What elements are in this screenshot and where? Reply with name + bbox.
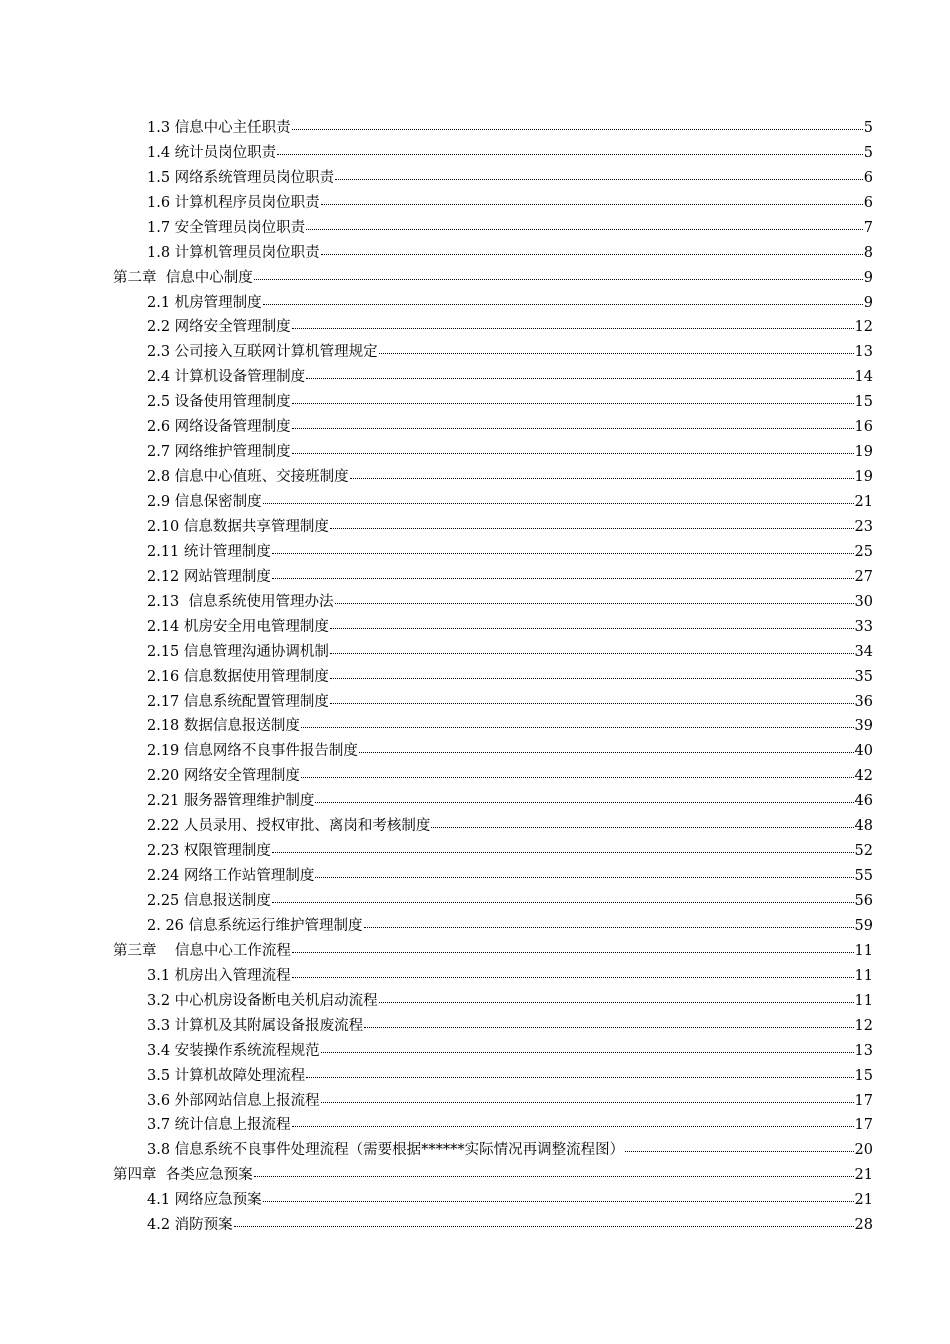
toc-entry-row xyxy=(147,193,873,212)
toc-entry-title: 2.17 信息系统配置管理制度 xyxy=(147,693,329,710)
table-of-contents xyxy=(0,112,950,1234)
toc-section-entry[interactable] xyxy=(0,1110,950,1135)
dot-leader xyxy=(330,667,854,681)
toc-page-number: 14 xyxy=(854,369,873,386)
dot-leader xyxy=(292,442,854,456)
toc-section-entry[interactable] xyxy=(0,686,950,711)
toc-entry-row xyxy=(147,866,873,885)
toc-section-entry[interactable] xyxy=(0,436,950,461)
toc-section-entry[interactable] xyxy=(0,985,950,1010)
toc-entry-row xyxy=(147,617,873,636)
toc-entry-row xyxy=(147,118,873,137)
toc-entry-row xyxy=(147,417,873,436)
toc-page-number: 13 xyxy=(854,344,873,361)
toc-page-number: 8 xyxy=(863,244,873,261)
toc-section-entry[interactable] xyxy=(0,112,950,137)
toc-entry-title: 1.3 信息中心主任职责 xyxy=(147,119,291,136)
dot-leader xyxy=(263,293,863,307)
toc-entry-row xyxy=(147,218,873,237)
toc-entry-title: 1.6 计算机程序员岗位职责 xyxy=(147,194,320,211)
toc-page-number: 15 xyxy=(854,1067,873,1084)
dot-leader xyxy=(277,143,863,157)
toc-entry-title: 第四章 各类应急预案 xyxy=(113,1167,253,1184)
toc-page-number: 40 xyxy=(854,743,873,760)
toc-entry-row xyxy=(147,1091,873,1110)
dot-leader xyxy=(292,941,854,955)
dot-leader xyxy=(306,218,863,232)
dot-leader xyxy=(321,193,863,207)
toc-entry-row xyxy=(147,342,873,361)
toc-entry-title: 2. 26 信息系统运行维护管理制度 xyxy=(147,917,363,934)
toc-section-entry[interactable] xyxy=(0,561,950,586)
toc-entry-row xyxy=(147,1041,873,1060)
toc-entry-title: 2.11 统计管理制度 xyxy=(147,543,271,560)
toc-entry-title: 2.10 信息数据共享管理制度 xyxy=(147,518,329,535)
toc-page-number: 48 xyxy=(854,818,873,835)
toc-section-entry[interactable] xyxy=(0,411,950,436)
toc-page-number: 11 xyxy=(854,967,873,984)
toc-entry-row xyxy=(147,1140,873,1159)
toc-section-entry[interactable] xyxy=(0,137,950,162)
toc-section-entry[interactable] xyxy=(0,810,950,835)
toc-page-number: 34 xyxy=(854,643,873,660)
toc-entry-title: 3.4 安装操作系统流程规范 xyxy=(147,1042,320,1059)
toc-page-number: 7 xyxy=(863,219,873,236)
toc-section-entry[interactable] xyxy=(0,312,950,337)
toc-section-entry[interactable] xyxy=(0,885,950,910)
toc-entry-row xyxy=(147,243,873,262)
toc-page-number: 28 xyxy=(854,1217,873,1234)
dot-leader xyxy=(272,891,854,905)
toc-entry-row xyxy=(147,542,873,561)
dot-leader xyxy=(379,342,854,356)
toc-entry-title: 1.8 计算机管理员岗位职责 xyxy=(147,244,320,261)
toc-page-number: 16 xyxy=(854,419,873,436)
toc-page-number: 19 xyxy=(854,469,873,486)
dot-leader xyxy=(234,1215,854,1229)
toc-entry-title: 1.4 统计员岗位职责 xyxy=(147,144,277,161)
toc-page-number: 9 xyxy=(863,294,873,311)
toc-entry-row xyxy=(147,891,873,910)
toc-page-number: 52 xyxy=(854,843,873,860)
toc-entry-title: 2.23 权限管理制度 xyxy=(147,843,271,860)
toc-page-number: 5 xyxy=(863,119,873,136)
toc-chapter-entry[interactable] xyxy=(0,1159,950,1184)
toc-page-number: 21 xyxy=(854,1167,873,1184)
toc-entry-title: 2.13 信息系统使用管理办法 xyxy=(147,593,334,610)
dot-leader xyxy=(379,991,854,1005)
toc-entry-row xyxy=(147,1016,873,1035)
toc-entry-title: 2.5 设备使用管理制度 xyxy=(147,394,291,411)
dot-leader xyxy=(272,567,854,581)
dot-leader xyxy=(292,417,854,431)
toc-section-entry[interactable] xyxy=(0,1085,950,1110)
toc-entry-row xyxy=(147,692,873,711)
dot-leader xyxy=(330,642,854,656)
toc-entry-title: 2.4 计算机设备管理制度 xyxy=(147,369,306,386)
dot-leader xyxy=(272,841,854,855)
toc-entry-row xyxy=(147,741,873,760)
toc-page-number: 12 xyxy=(854,319,873,336)
dot-leader xyxy=(315,866,853,880)
toc-section-entry[interactable] xyxy=(0,187,950,212)
toc-entry-title: 1.5 网络系统管理员岗位职责 xyxy=(147,169,335,186)
toc-section-entry[interactable] xyxy=(0,237,950,262)
toc-section-entry[interactable] xyxy=(0,461,950,486)
toc-section-entry[interactable] xyxy=(0,1184,950,1209)
dot-leader xyxy=(301,716,854,730)
toc-section-entry[interactable] xyxy=(0,536,950,561)
toc-entry-title: 3.6 外部网站信息上报流程 xyxy=(147,1092,320,1109)
toc-section-entry[interactable] xyxy=(0,711,950,736)
toc-page-number: 13 xyxy=(854,1042,873,1059)
toc-section-entry[interactable] xyxy=(0,1209,950,1234)
toc-section-entry[interactable] xyxy=(0,611,950,636)
dot-leader xyxy=(263,492,854,506)
toc-page-number: 6 xyxy=(863,169,873,186)
toc-page-number: 11 xyxy=(854,992,873,1009)
dot-leader xyxy=(292,966,854,980)
toc-entry-row xyxy=(147,392,873,411)
toc-section-entry[interactable] xyxy=(0,910,950,935)
toc-page-number: 12 xyxy=(854,1017,873,1034)
toc-page-number: 55 xyxy=(854,868,873,885)
toc-page-number: 25 xyxy=(854,543,873,560)
toc-entry-row xyxy=(147,642,873,661)
toc-page-number: 30 xyxy=(854,593,873,610)
toc-section-entry[interactable] xyxy=(0,1060,950,1085)
toc-section-entry[interactable] xyxy=(0,1035,950,1060)
toc-section-entry[interactable] xyxy=(0,636,950,661)
toc-entry-title: 第二章 信息中心制度 xyxy=(113,269,253,286)
dot-leader xyxy=(292,317,854,331)
toc-page-number: 5 xyxy=(863,144,873,161)
toc-entry-title: 3.3 计算机及其附属设备报废流程 xyxy=(147,1017,364,1034)
dot-leader xyxy=(292,392,854,406)
dot-leader xyxy=(364,1016,853,1030)
toc-entry-title: 2.21 服务器管理维护制度 xyxy=(147,793,315,810)
toc-section-entry[interactable] xyxy=(0,735,950,760)
dot-leader xyxy=(335,168,863,182)
toc-page-number: 19 xyxy=(854,444,873,461)
toc-section-entry[interactable] xyxy=(0,486,950,511)
toc-entry-row xyxy=(147,168,873,187)
dot-leader xyxy=(272,542,854,556)
toc-entry-row xyxy=(147,592,873,611)
toc-page-number: 17 xyxy=(854,1117,873,1134)
toc-section-entry[interactable] xyxy=(0,1010,950,1035)
toc-entry-title: 2.7 网络维护管理制度 xyxy=(147,444,291,461)
toc-section-entry[interactable] xyxy=(0,511,950,536)
toc-entry-row xyxy=(147,1066,873,1085)
toc-entry-row xyxy=(147,317,873,336)
toc-entry-title: 4.1 网络应急预案 xyxy=(147,1192,262,1209)
toc-entry-title: 3.8 信息系统不良事件处理流程（需要根据******实际情况再调整流程图） xyxy=(147,1142,625,1159)
toc-entry-row xyxy=(147,716,873,735)
toc-section-entry[interactable] xyxy=(0,162,950,187)
toc-entry-title: 2.22 人员录用、授权审批、离岗和考核制度 xyxy=(147,818,431,835)
toc-section-entry[interactable] xyxy=(0,287,950,312)
toc-page-number: 11 xyxy=(854,942,873,959)
toc-entry-row xyxy=(147,1190,873,1209)
dot-leader xyxy=(321,1041,854,1055)
toc-entry-row xyxy=(147,517,873,536)
toc-entry-row xyxy=(147,367,873,386)
toc-page-number: 9 xyxy=(863,269,873,286)
toc-entry-title: 2.20 网络安全管理制度 xyxy=(147,768,300,785)
toc-section-entry[interactable] xyxy=(0,860,950,885)
toc-page-number: 46 xyxy=(854,793,873,810)
dot-leader xyxy=(321,243,863,257)
toc-entry-title: 2.9 信息保密制度 xyxy=(147,494,262,510)
dot-leader xyxy=(350,467,854,481)
toc-entry-row xyxy=(113,268,873,287)
toc-entry-row xyxy=(147,143,873,162)
toc-entry-title: 2.6 网络设备管理制度 xyxy=(147,419,291,436)
toc-entry-row xyxy=(147,1215,873,1234)
toc-page-number: 17 xyxy=(854,1092,873,1109)
toc-entry-row xyxy=(113,941,873,960)
toc-entry-title: 2.8 信息中心值班、交接班制度 xyxy=(147,469,349,486)
dot-leader xyxy=(306,1066,853,1080)
toc-page-number: 15 xyxy=(854,394,873,411)
toc-entry-title: 3.1 机房出入管理流程 xyxy=(147,967,291,984)
toc-entry-row xyxy=(147,293,873,312)
dot-leader xyxy=(330,517,854,531)
toc-entry-title: 2.16 信息数据使用管理制度 xyxy=(147,668,329,685)
toc-entry-row xyxy=(147,966,873,985)
toc-entry-title: 2.18 数据信息报送制度 xyxy=(147,718,300,735)
toc-section-entry[interactable] xyxy=(0,1134,950,1159)
toc-section-entry[interactable] xyxy=(0,960,950,985)
toc-page-number: 20 xyxy=(854,1142,873,1159)
dot-leader xyxy=(364,916,854,930)
toc-section-entry[interactable] xyxy=(0,760,950,785)
dot-leader xyxy=(292,1115,854,1129)
toc-page-number: 27 xyxy=(854,568,873,585)
toc-page-number: 59 xyxy=(854,917,873,934)
toc-entry-row xyxy=(147,492,873,511)
toc-page-number: 36 xyxy=(854,693,873,710)
dot-leader xyxy=(263,1190,854,1204)
toc-chapter-entry[interactable] xyxy=(0,262,950,287)
toc-section-entry[interactable] xyxy=(0,785,950,810)
toc-section-entry[interactable] xyxy=(0,361,950,386)
toc-entry-row xyxy=(147,667,873,686)
toc-section-entry[interactable] xyxy=(0,336,950,361)
toc-page-number: 21 xyxy=(854,494,873,510)
dot-leader xyxy=(431,816,853,830)
toc-section-entry[interactable] xyxy=(0,386,950,411)
dot-leader xyxy=(330,617,854,631)
toc-entry-title: 3.2 中心机房设备断电关机启动流程 xyxy=(147,992,378,1009)
toc-entry-title: 3.7 统计信息上报流程 xyxy=(147,1117,291,1134)
dot-leader xyxy=(321,1091,854,1105)
toc-entry-row xyxy=(147,816,873,835)
dot-leader xyxy=(625,1140,853,1154)
toc-page-number: 39 xyxy=(854,718,873,735)
toc-page-number: 6 xyxy=(863,194,873,211)
toc-entry-row xyxy=(147,1115,873,1134)
toc-entry-title: 2.19 信息网络不良事件报告制度 xyxy=(147,743,358,760)
toc-entry-row xyxy=(147,991,873,1010)
toc-entry-title: 4.2 消防预案 xyxy=(147,1217,233,1234)
toc-entry-title: 1.7 安全管理员岗位职责 xyxy=(147,219,306,236)
toc-section-entry[interactable] xyxy=(0,661,950,686)
toc-entry-title: 2.25 信息报送制度 xyxy=(147,893,271,909)
dot-leader xyxy=(254,268,863,282)
dot-leader xyxy=(306,367,853,381)
dot-leader xyxy=(359,741,854,755)
toc-entry-row xyxy=(147,791,873,810)
toc-section-entry[interactable] xyxy=(0,835,950,860)
dot-leader xyxy=(315,791,853,805)
toc-entry-row xyxy=(147,442,873,461)
dot-leader xyxy=(330,692,854,706)
dot-leader xyxy=(292,118,863,132)
toc-entry-row xyxy=(113,1165,873,1184)
toc-page-number: 21 xyxy=(854,1192,873,1209)
toc-entry-title: 2.1 机房管理制度 xyxy=(147,294,262,311)
toc-entry-title: 2.15 信息管理沟通协调机制 xyxy=(147,643,329,660)
dot-leader xyxy=(301,766,854,780)
toc-entry-title: 3.5 计算机故障处理流程 xyxy=(147,1067,306,1084)
toc-page-number: 35 xyxy=(854,668,873,685)
toc-page-number: 42 xyxy=(854,768,873,785)
toc-page-number: 56 xyxy=(854,893,873,909)
toc-section-entry[interactable] xyxy=(0,586,950,611)
toc-entry-row xyxy=(147,567,873,586)
toc-entry-title: 2.24 网络工作站管理制度 xyxy=(147,868,315,885)
toc-entry-row xyxy=(147,766,873,785)
dot-leader xyxy=(254,1165,854,1179)
toc-section-entry[interactable] xyxy=(0,212,950,237)
toc-chapter-entry[interactable] xyxy=(0,935,950,960)
toc-entry-row xyxy=(147,841,873,860)
toc-entry-row xyxy=(147,467,873,486)
toc-entry-title: 2.12 网站管理制度 xyxy=(147,568,271,585)
toc-entry-title: 2.2 网络安全管理制度 xyxy=(147,319,291,336)
toc-page-number: 33 xyxy=(854,618,873,635)
toc-page-number: 23 xyxy=(854,518,873,535)
dot-leader xyxy=(335,592,854,606)
toc-entry-title: 2.3 公司接入互联网计算机管理规定 xyxy=(147,344,378,361)
toc-entry-title: 2.14 机房安全用电管理制度 xyxy=(147,618,329,635)
toc-entry-row xyxy=(147,916,873,935)
toc-entry-title: 第三章 信息中心工作流程 xyxy=(113,942,291,959)
